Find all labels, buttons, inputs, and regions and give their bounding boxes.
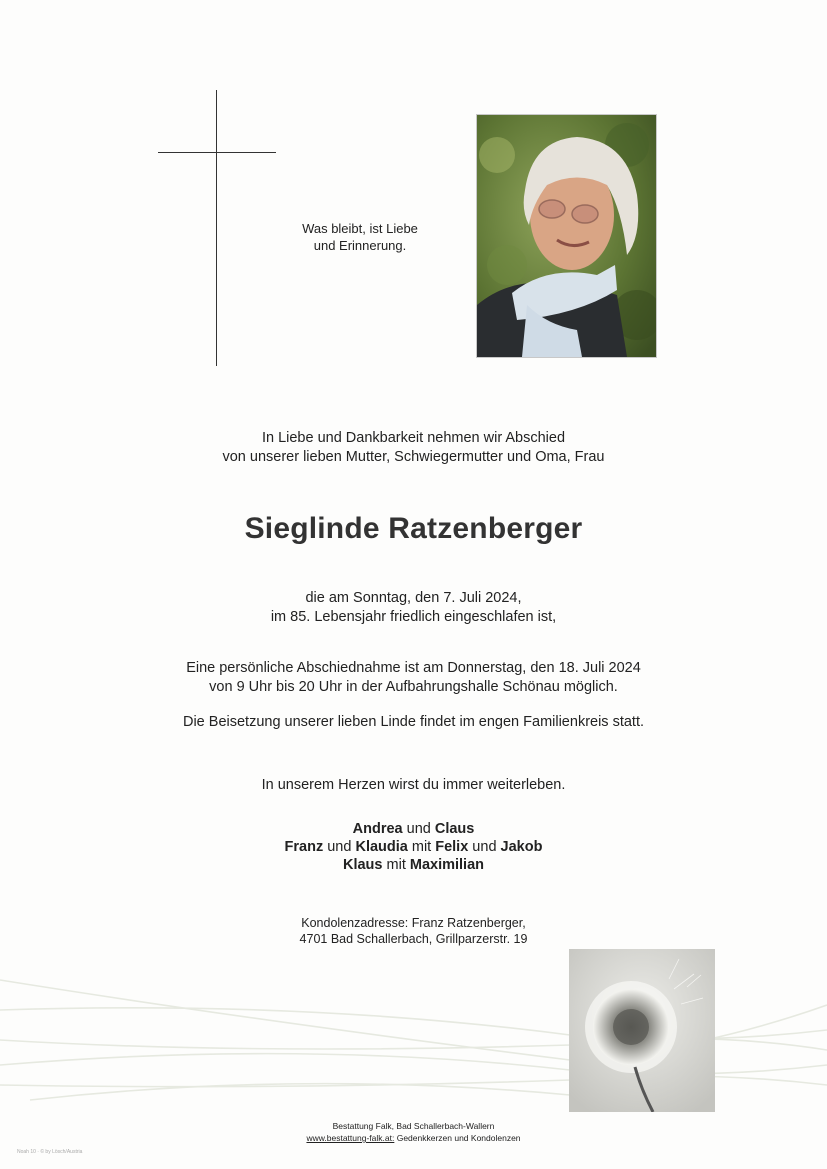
footer-website-link[interactable]: www.bestattung-falk.at: <box>306 1133 395 1143</box>
viewing-line-1: Eine persönliche Abschiednahme ist am Donnerstag, den 18. Juli 2024 <box>186 660 641 676</box>
family-list <box>0 820 827 874</box>
intro-text <box>0 429 827 467</box>
deceased-name: Sieglinde Ratzenberger <box>244 512 583 545</box>
footer-line-1: Bestattung Falk, Bad Schallerbach-Wallern <box>332 1121 495 1131</box>
motto <box>270 220 450 254</box>
cross-vertical <box>216 90 217 366</box>
portrait-photo <box>476 114 657 358</box>
cross-horizontal <box>158 152 276 153</box>
footer-line-2 <box>0 1132 827 1144</box>
intro-line-1: In Liebe und Dankbarkeit nehmen wir Abschied <box>261 430 566 446</box>
footer-tail: Gedenkkerzen und Kondolenzen <box>394 1133 521 1143</box>
condolence-line-1: Kondolenzadresse: Franz Ratzenberger, <box>301 916 526 930</box>
viewing-line-2: von 9 Uhr bis 20 Uhr in der Aufbahrungshalle Schönau möglich. <box>209 679 618 695</box>
burial-notice: Die Beisetzung unserer lieben Linde findet im engen Familienkreis statt. <box>182 714 645 730</box>
death-line-2: im 85. Lebensjahr friedlich eingeschlafen ist, <box>270 609 557 625</box>
footer <box>0 1120 827 1144</box>
condolence-address <box>0 915 827 947</box>
tiny-print: Noah 10 · © by Lösch/Austria <box>17 1149 83 1155</box>
condolence-line-2: 4701 Bad Schallerbach, Grillparzerstr. 19 <box>299 932 528 946</box>
family-line-3 <box>0 856 827 874</box>
family-connector: und <box>323 839 356 855</box>
family-connector: und <box>402 821 435 837</box>
family-name: Claus <box>434 821 475 837</box>
death-notice <box>0 589 827 627</box>
heart-quote: In unserem Herzen wirst du immer weiterleben. <box>261 777 566 793</box>
family-line-1 <box>0 820 827 838</box>
family-name: Jakob <box>500 839 543 855</box>
family-connector: mit <box>407 839 436 855</box>
dandelion-image <box>569 949 715 1112</box>
family-name: Klaus <box>342 857 383 873</box>
motto-line-1: Was bleibt, ist Liebe <box>302 221 418 236</box>
family-name: Franz <box>284 839 324 855</box>
motto-line-2: und Erinnerung. <box>313 238 407 253</box>
family-connector: und <box>468 839 501 855</box>
family-name: Maximilian <box>409 857 485 873</box>
family-line-2 <box>0 838 827 856</box>
family-name: Klaudia <box>355 839 408 855</box>
viewing-notice <box>0 659 827 697</box>
family-connector: mit <box>382 857 410 873</box>
family-name: Andrea <box>352 821 403 837</box>
death-line-1: die am Sonntag, den 7. Juli 2024, <box>305 590 522 606</box>
family-name: Felix <box>435 839 469 855</box>
intro-line-2: von unserer lieben Mutter, Schwiegermutter und Oma, Frau <box>222 449 605 465</box>
